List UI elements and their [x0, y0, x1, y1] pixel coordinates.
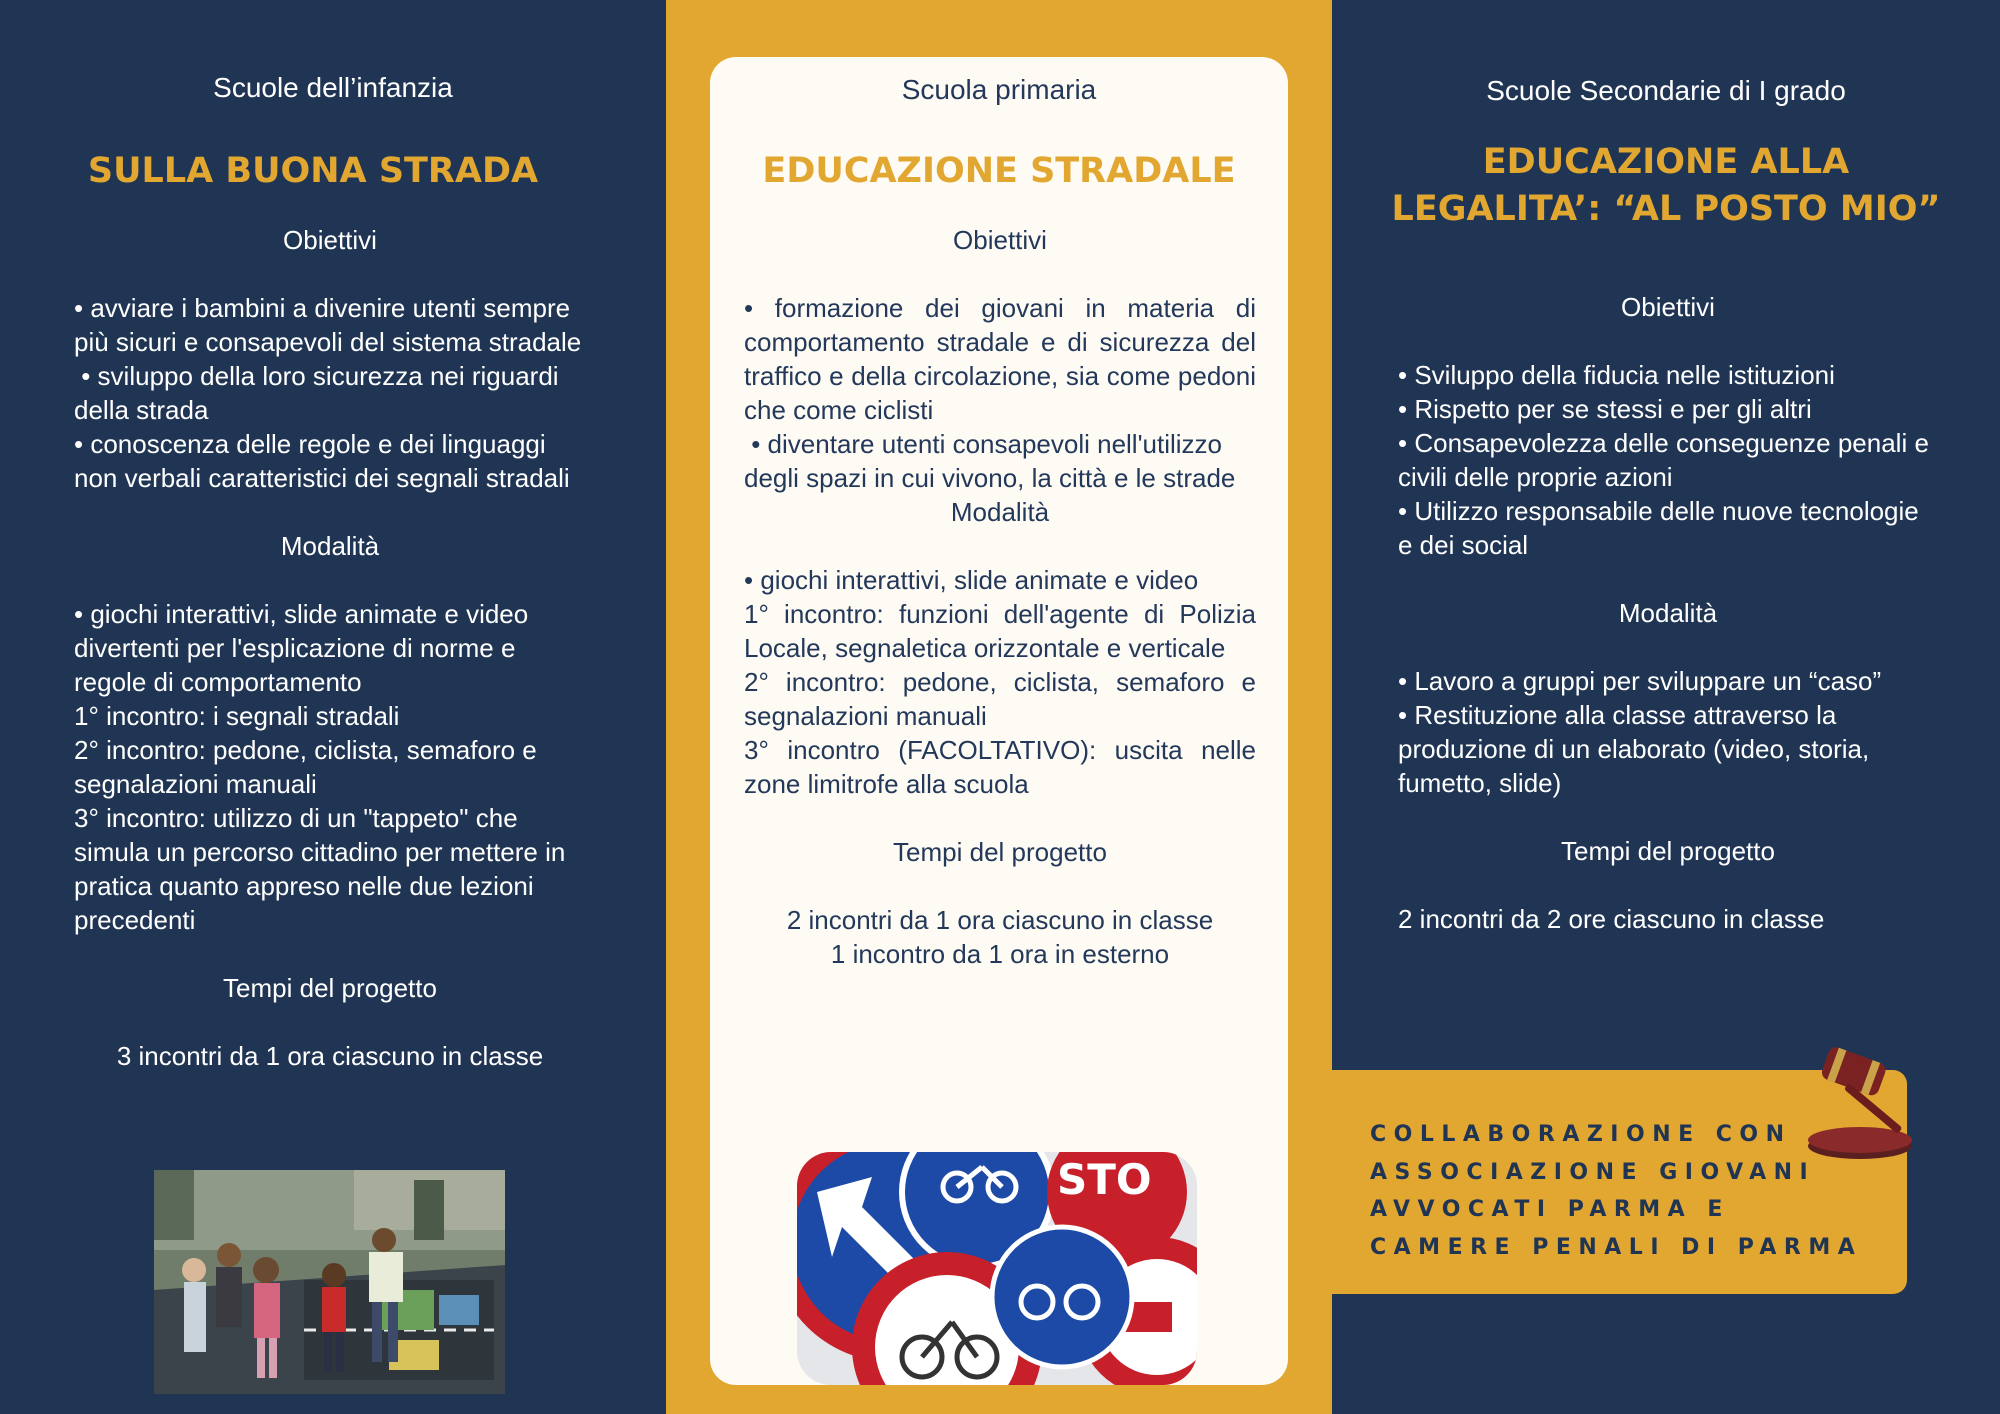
project-details: [1398, 290, 1966, 936]
method-item: • Restituzione alla classe attraverso la produzione di un elaborato (video, storia, fumetto, slide): [1398, 700, 1870, 798]
school-level-label: Scuole dell’infanzia: [213, 72, 453, 103]
collaboration-line: AVVOCATI PARMA E: [1370, 1197, 1730, 1222]
timing-heading: Tempi del progetto: [893, 837, 1107, 867]
method-item: 3° incontro: utilizzo di un "tappeto" che simula un percorso cittadino per mettere in pratica quanto appreso nelle due lezioni precedenti: [74, 803, 566, 935]
collaboration-line: ASSOCIAZIONE GIOVANI: [1370, 1159, 1816, 1185]
method-item: • Lavoro a gruppi per sviluppare un “caso”: [1398, 666, 1882, 696]
timing-item: 1 incontro da 1 ora in esterno: [830, 939, 1170, 969]
method-item: • giochi interattivi, slide animate e video: [744, 565, 1199, 595]
panel-infanzia: [0, 0, 666, 1414]
road-signs-photo: [797, 1152, 1197, 1385]
project-title: [1332, 139, 2000, 233]
objectives-heading: Obiettivi: [283, 225, 377, 255]
collaboration-line: COLLABORAZIONE CON: [1370, 1122, 1792, 1147]
project-details: [744, 223, 1256, 971]
project-title: EDUCAZIONE STRADALE: [762, 151, 1236, 191]
method-item: 1° incontro: funzioni dell'agente di Polizia Locale, segnaletica orizzontale e verticale: [744, 599, 1256, 663]
timing-heading: Tempi del progetto: [1561, 836, 1775, 866]
methods-heading: Modalità: [950, 497, 1050, 527]
method-item: 1° incontro: i segnali stradali: [74, 701, 400, 731]
timing-item: 2 incontri da 2 ore ciascuno in classe: [1398, 904, 1825, 934]
objective-item: • Consapevolezza delle conseguenze penali e civili delle proprie azioni: [1398, 428, 1966, 492]
objective-item: • Sviluppo della fiducia nelle istituzioni: [1398, 360, 1835, 390]
method-item: 2° incontro: pedone, ciclista, semaforo e segnalazioni manuali: [744, 667, 1256, 731]
gavel-icon: [1802, 1036, 1932, 1166]
method-item: 2° incontro: pedone, ciclista, semaforo e segnalazioni manuali: [74, 735, 537, 799]
objective-item: • Utilizzo responsabile delle nuove tecnologie e dei social: [1398, 496, 1919, 560]
project-title-line: EDUCAZIONE ALLA: [1482, 142, 1850, 182]
sign-text: STO: [1057, 1155, 1152, 1204]
panel-primaria: [666, 0, 1332, 1414]
methods-heading: Modalità: [1618, 598, 1718, 628]
methods-heading: Modalità: [280, 531, 380, 561]
objective-item: • diventare utenti consapevoli nell'utilizzo degli spazi in cui vivono, la città e le strade: [744, 429, 1236, 493]
panel-secondaria: [1332, 0, 2000, 1414]
timing-heading: Tempi del progetto: [223, 973, 437, 1003]
children-road-mat-photo: [154, 1170, 505, 1394]
method-item: 3° incontro (FACOLTATIVO): uscita nelle zone limitrofe alla scuola: [744, 735, 1256, 799]
objective-item: • Rispetto per se stessi e per gli altri: [1398, 394, 1812, 424]
objective-item: • avviare i bambini a divenire utenti sempre più sicuri e consapevoli del sistema stradale: [74, 293, 582, 357]
timing-item: 2 incontri da 1 ora ciascuno in classe: [786, 905, 1214, 935]
objective-item: • conoscenza delle regole e dei linguaggi non verbali caratteristici dei segnali stradali: [74, 429, 570, 493]
objectives-heading: Obiettivi: [1621, 292, 1715, 322]
project-title: SULLA BUONA STRADA: [87, 151, 539, 191]
project-details: [74, 223, 586, 1073]
school-level-label: Scuola primaria: [901, 74, 1097, 105]
collaboration-line: CAMERE PENALI DI PARMA: [1370, 1234, 1863, 1260]
collaboration-text: [1370, 1116, 1862, 1266]
objective-item: • sviluppo della loro sicurezza nei riguardi della strada: [74, 361, 566, 425]
primaria-card: [710, 57, 1288, 1385]
project-title-line: LEGALITA’: “AL POSTO MIO”: [1391, 189, 1941, 229]
school-level-label: Scuole Secondarie di I grado: [1486, 75, 1846, 106]
objective-item: • formazione dei giovani in materia di comportamento stradale e di sicurezza del traffico e della circolazione, sia come pedoni che come ciclisti: [744, 293, 1256, 425]
timing-item: 3 incontri da 1 ora ciascuno in classe: [116, 1041, 544, 1071]
method-item: • giochi interattivi, slide animate e video divertenti per l'esplicazione di norme e regole di comportamento: [74, 599, 529, 697]
objectives-heading: Obiettivi: [953, 225, 1047, 255]
